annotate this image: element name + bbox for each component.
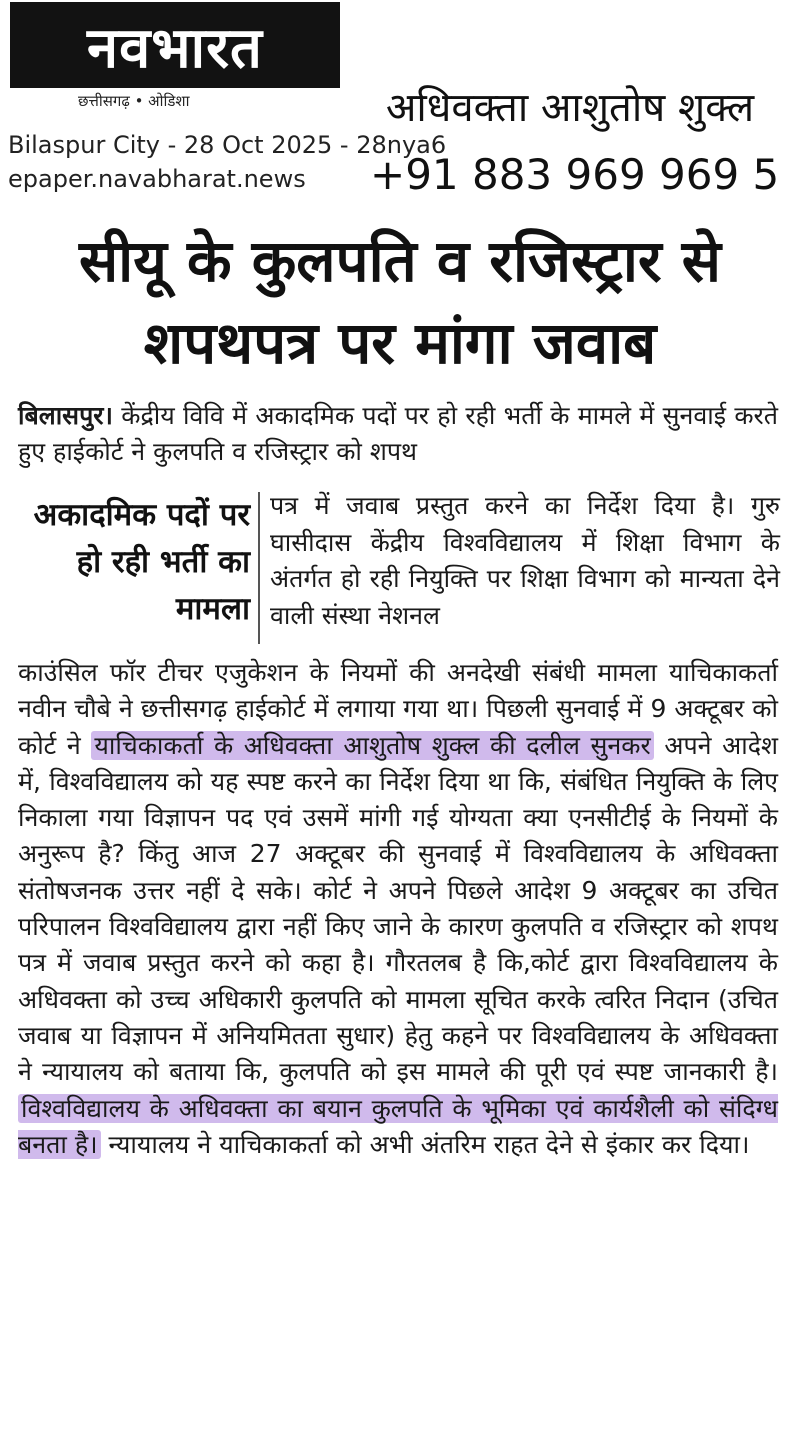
edition-states: छत्तीसगढ़ • ओडिशा (78, 92, 190, 110)
advocate-phone: +91 883 969 969 5 (370, 150, 780, 199)
body-text-a: काउंसिल फॉर टीचर एजुकेशन के नियमों की अनदेखी संबंधी मामला याचिकाकर्ता नवीन चौबे ने छत्तीसगढ़ हाईकोर्ट में लगाया गया था। पिछली सुनवाई में 9 अक्टूबर को कोर्ट ने (18, 658, 778, 760)
headline-line-2: शपथपत्र पर मांगा जवाब (143, 309, 657, 377)
side-column-text: पत्र में जवाब प्रस्तुत करने का निर्देश दिया है। गुरु घासीदास केंद्रीय विश्वविद्यालय में शिक्षा विभाग के अंतर्गत हो रही नियुक्ति पर शिक्षा विभाग को मान्यता देने वाली संस्था नेशनल (270, 491, 780, 630)
headline (20, 220, 780, 384)
advocate-name: अधिवक्ता आशुतोष शुक्ल (385, 85, 755, 131)
subheading-box: अकादमिक पदों पर हो रही भर्ती का मामला (33, 497, 250, 627)
body-text-b: अपने आदेश में, विश्वविद्यालय को यह स्पष्ट करने का निर्देश दिया था कि, संबंधित नियुक्ति के लिए निकाला गया विज्ञापन पद एवं उसमें मांगी गई योग्यता क्या एनसीटीई के नियमों के अनुरूप है? किंतु आज 27 अक्टूबर की सुनवाई में विश्वविद्यालय के अधिवक्ता संतोषजनक उत्तर नहीं दे सके। कोर्ट ने अपने पिछले आदेश 9 अक्टूबर का उचित परिपालन विश्वविद्यालय द्वारा नहीं किए जाने के कारण कुलपति व रजिस्ट्रार को शपथ पत्र में जवाब प्रस्तुत करने को कहा है। गौरतलब है कि,कोर्ट द्वारा विश्वविद्यालय के अधिवक्ता को उच्च अधिकारी कुलपति को मामला सूचित करके त्वरित निदान (उचित जवाब या विज्ञापन में अनियमितता सुधार) हेतु कहने पर विश्वविद्यालय के अधिवक्ता ने न्यायालय को बताया कि, कुलपति को इस मामले की पूरी एवं स्पष्ट जानकारी है। (18, 730, 778, 1087)
column-divider (258, 492, 260, 644)
article-intro (18, 398, 778, 471)
article-body (18, 655, 778, 1163)
body-text-c: न्यायालय ने याचिकाकर्ता को अभी अंतरिम राहत देने से इंकार कर दिया। (100, 1129, 750, 1159)
headline-line-1: सीयू के कुलपति व रजिस्ट्रार से (78, 227, 722, 295)
logo-text: नवभारत (87, 16, 263, 81)
intro-text: केंद्रीय विवि में अकादमिक पदों पर हो रही भर्ती के मामले में सुनवाई करते हुए हाईकोर्ट ने कुलपति व रजिस्ट्रार को शपथ (18, 401, 778, 467)
highlight-university-statement: विश्वविद्यालय के अधिवक्ता का बयान कुलपति के भूमिका एवं कार्यशैली को संदिग्ध बनता है। (18, 1093, 778, 1159)
highlight-advocate-argument: याचिकाकर्ता के अधिवक्ता आशुतोष शुक्ल की दलील सुनकर (91, 731, 653, 760)
newspaper-logo (10, 2, 340, 88)
website-url[interactable]: epaper.navabharat.news (8, 165, 306, 193)
edition-line: Bilaspur City - 28 Oct 2025 - 28nya6 (8, 131, 447, 159)
dateline: बिलासपुर। (18, 401, 113, 430)
